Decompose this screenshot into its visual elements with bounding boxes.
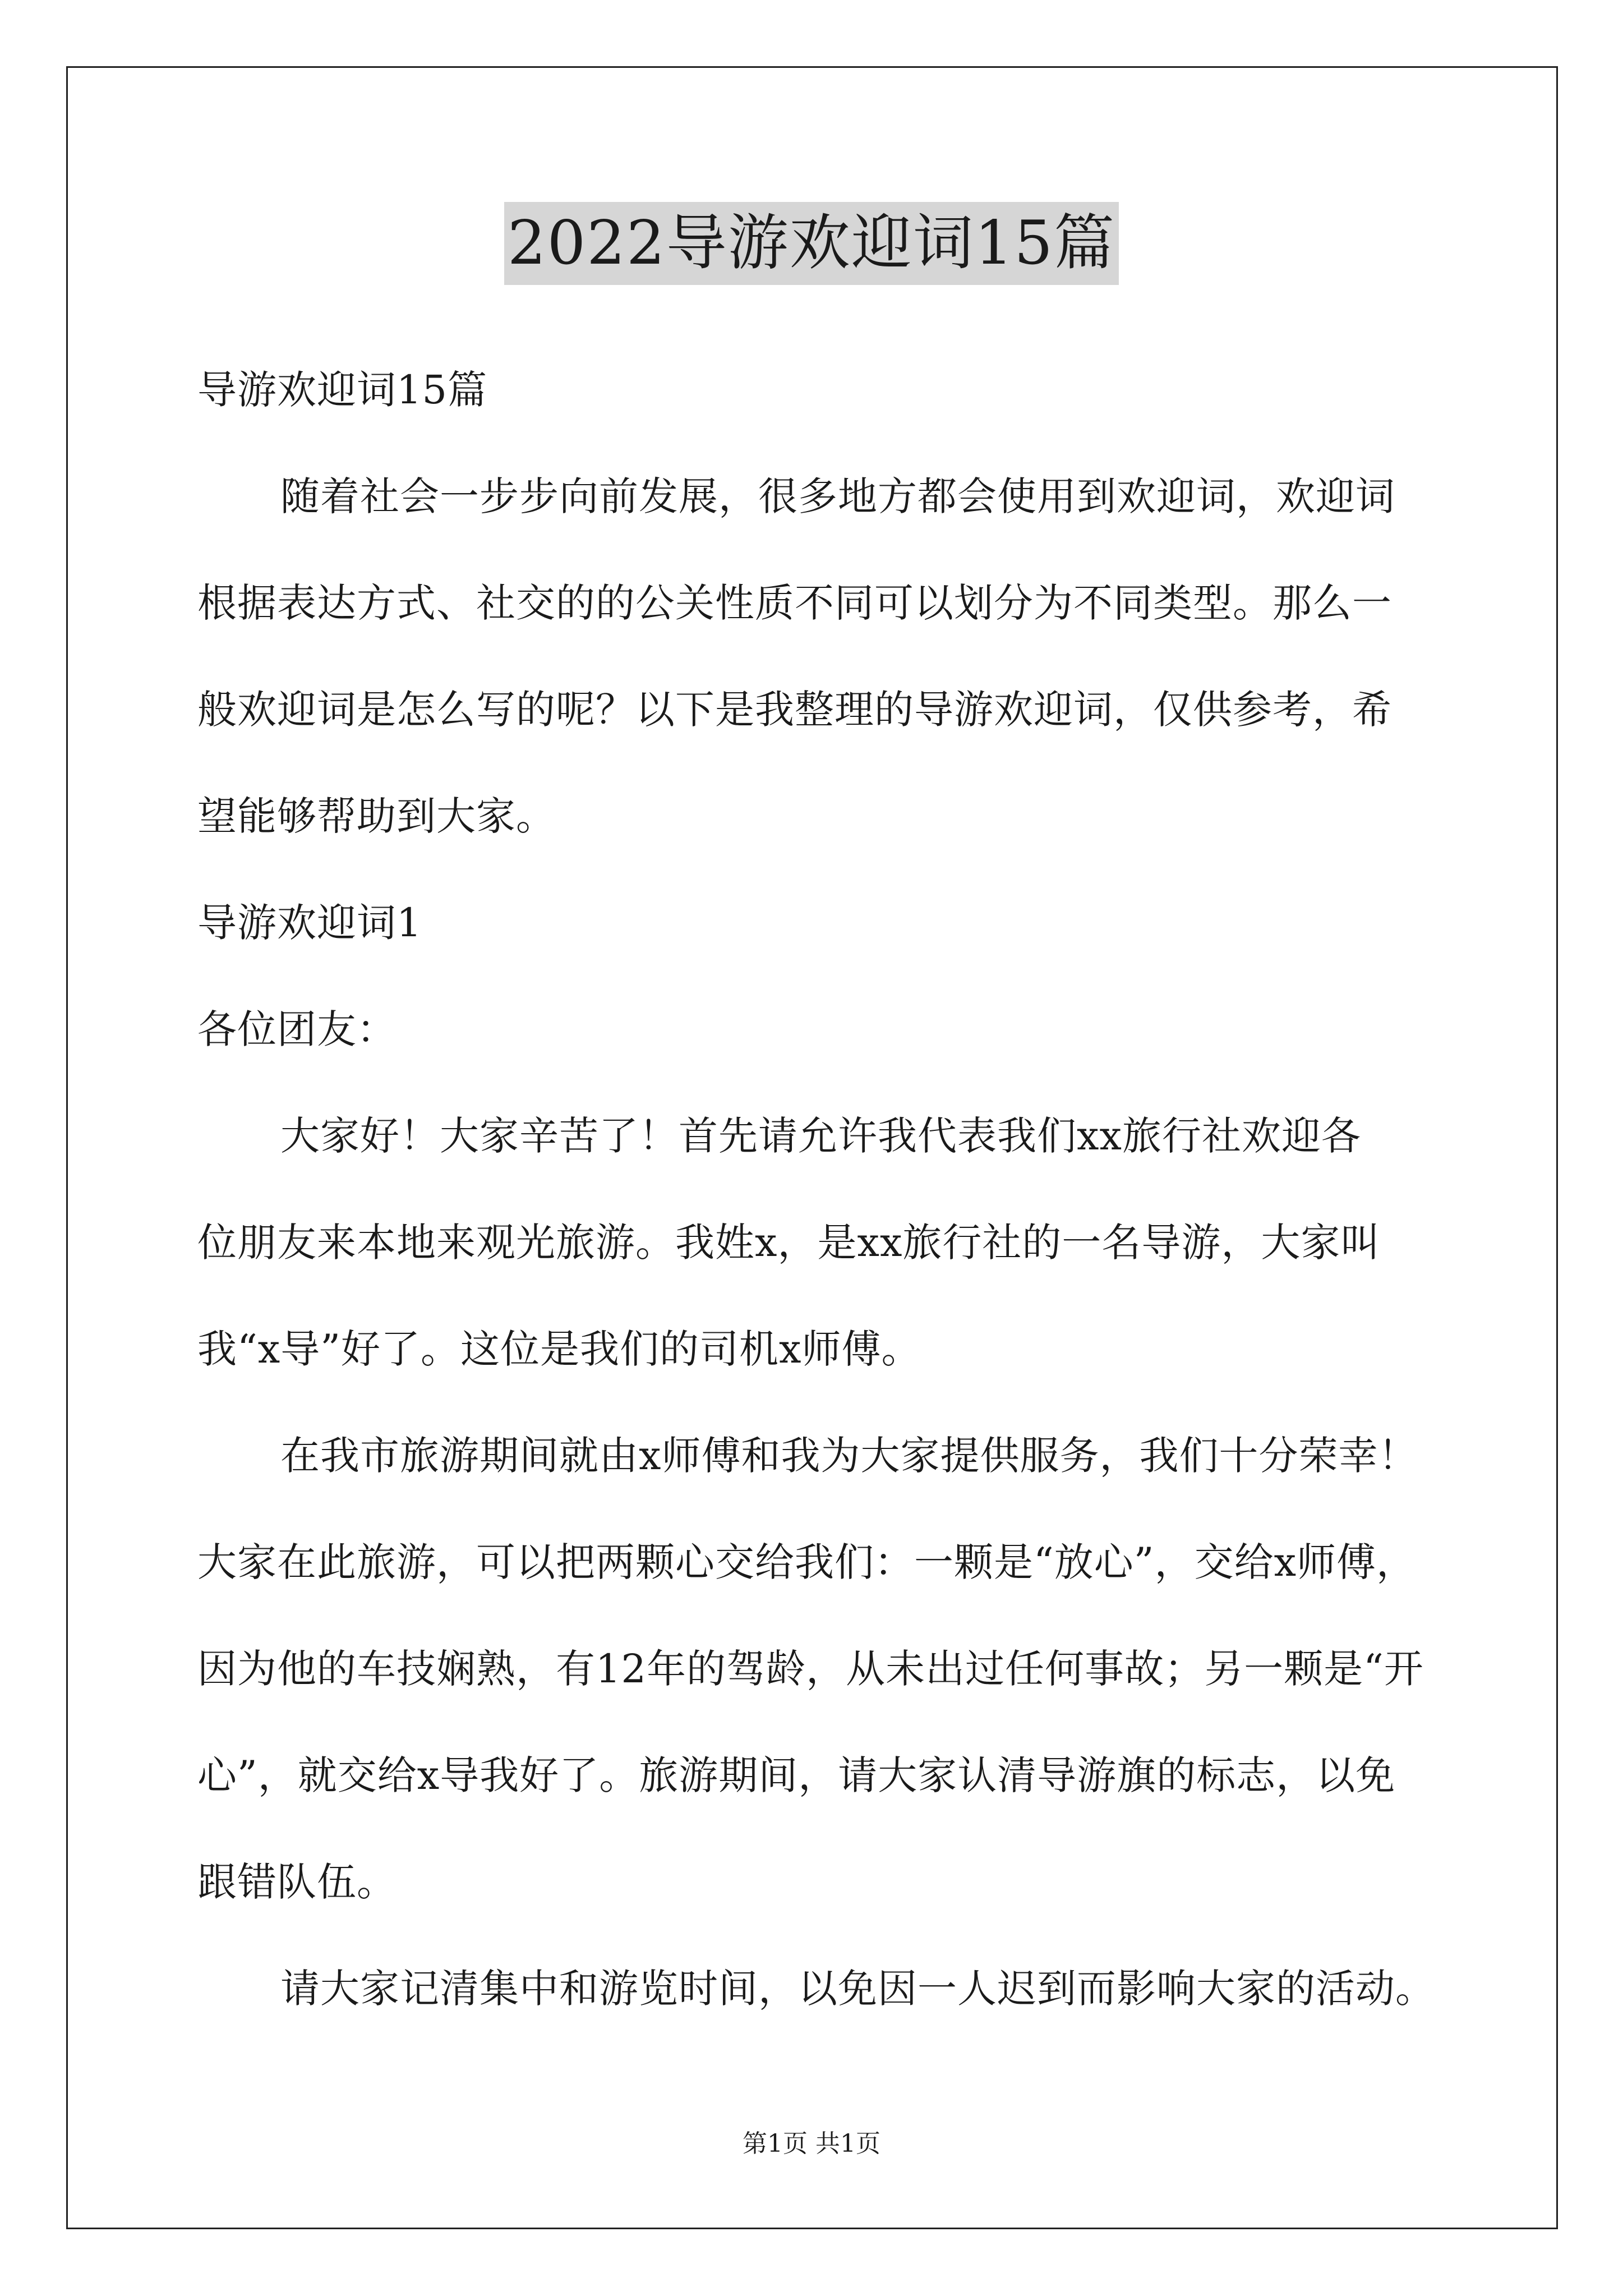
- text-line: 我“x导”好了。这位是我们的司机x师傅。: [197, 1326, 921, 1372]
- text-line: 随着社会一步步向前发展，很多地方都会使用到欢迎词，欢迎词: [280, 473, 1395, 519]
- document-title: 2022导游欢迎词15篇: [504, 202, 1119, 285]
- paragraph: [197, 763, 1437, 869]
- paragraph: [197, 1509, 1437, 1616]
- text-line: 望能够帮助到大家。: [197, 793, 556, 839]
- paragraph: [197, 443, 1437, 550]
- text-line: 各位团友：: [197, 1006, 396, 1052]
- paragraph: [197, 1402, 1437, 1509]
- text-line: 位朋友来本地来观光旅游。我姓x，是xx旅行社的一名导游，大家叫: [197, 1220, 1381, 1266]
- paragraph: [197, 1296, 1437, 1402]
- text-line: 心”，就交给x导我好了。旅游期间，请大家认清导游旗的标志，以免: [197, 1752, 1396, 1798]
- text-line: 跟错队伍。: [197, 1859, 396, 1905]
- paragraph: [197, 656, 1437, 763]
- document-body: [197, 337, 1437, 2042]
- paragraph: [197, 1083, 1437, 1189]
- text-line: 请大家记清集中和游览时间，以免因一人迟到而影响大家的活动。: [280, 1966, 1435, 2012]
- paragraph: [197, 1935, 1437, 2042]
- paragraph: [197, 869, 1437, 976]
- text-line: 因为他的车技娴熟，有12年的驾龄，从未出过任何事故；另一颗是“开: [197, 1646, 1424, 1692]
- paragraph: [197, 1616, 1437, 1722]
- paragraph: [197, 1829, 1437, 1935]
- paragraph: [197, 1189, 1437, 1296]
- text-line: 根据表达方式、社交的的公关性质不同可以划分为不同类型。那么一: [197, 580, 1392, 626]
- text-line: 导游欢迎词1: [197, 900, 422, 946]
- paragraph: [197, 976, 1437, 1083]
- title-container: [0, 202, 1623, 285]
- text-line: 大家好！大家辛苦了！首先请允许我代表我们xx旅行社欢迎各: [280, 1113, 1361, 1159]
- text-line: 导游欢迎词15篇: [197, 367, 488, 413]
- text-line: 般欢迎词是怎么写的呢？以下是我整理的导游欢迎词，仅供参考，希: [197, 687, 1392, 733]
- text-line: 在我市旅游期间就由x师傅和我为大家提供服务，我们十分荣幸！: [280, 1433, 1418, 1479]
- paragraph: [197, 337, 1437, 443]
- page-footer: 第1页 共1页: [743, 2129, 880, 2158]
- paragraph: [197, 550, 1437, 656]
- text-line: 大家在此旅游，可以把两颗心交给我们：一颗是“放心”，交给x师傅，: [197, 1539, 1417, 1585]
- paragraph: [197, 1722, 1437, 1829]
